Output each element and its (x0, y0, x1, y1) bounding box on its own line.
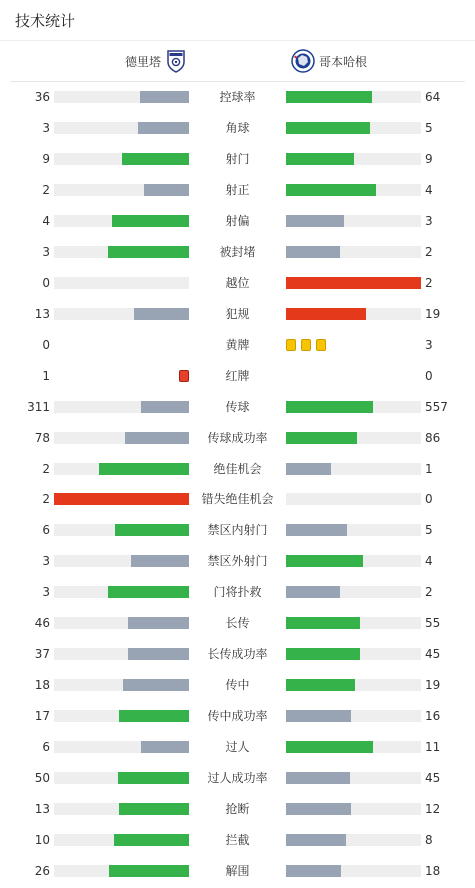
home-stat-bar (54, 679, 189, 691)
stat-home-value: 9 (42, 151, 50, 166)
stat-away-value: 45 (425, 647, 441, 662)
away-stat-bar-fill (286, 401, 373, 413)
stat-row (0, 794, 475, 825)
away-stat-bar-fill (286, 91, 372, 103)
away-team-crest-icon (291, 49, 315, 73)
stat-home-value: 2 (42, 461, 50, 476)
home-stat-bar (54, 803, 189, 815)
home-stat-bar (54, 463, 189, 475)
away-yellow-card-icon (301, 339, 311, 351)
away-stat-bar-fill (286, 432, 357, 444)
away-stat-bar (286, 463, 421, 475)
away-stat-bar-fill (286, 246, 340, 258)
stat-label: 控球率 (219, 90, 256, 104)
stat-label: 传球成功率 (207, 430, 268, 445)
away-stat-bar (286, 153, 421, 165)
stat-away-value: 18 (425, 864, 441, 878)
stat-home-value: 36 (34, 90, 50, 104)
page-title: 技术统计 (15, 12, 76, 30)
stat-row (0, 763, 475, 794)
home-stat-bar (54, 710, 189, 722)
home-stat-bar-fill (122, 153, 190, 165)
stat-row (0, 577, 475, 608)
stat-away-value: 4 (425, 182, 433, 197)
home-stat-bar-fill (131, 555, 189, 567)
stat-row (0, 237, 475, 268)
away-stat-bar (286, 524, 421, 536)
away-stat-bar-fill (286, 308, 366, 320)
home-stat-bar-fill (125, 432, 189, 444)
stat-home-value: 13 (34, 802, 50, 817)
stat-home-value: 17 (34, 709, 50, 724)
stat-row (0, 299, 475, 330)
stat-home-value: 6 (42, 523, 50, 538)
stat-home-value: 2 (42, 182, 50, 197)
away-stat-bar (286, 122, 421, 134)
away-stat-bar (286, 555, 421, 567)
away-stat-bar (286, 432, 421, 444)
stat-home-value: 2 (42, 492, 50, 507)
away-stat-bar-fill (286, 865, 341, 877)
stat-row (0, 144, 475, 175)
stat-row (0, 82, 475, 113)
away-stat-bar (286, 710, 421, 722)
away-stat-bar-fill (286, 215, 344, 227)
stat-home-value: 3 (42, 585, 50, 600)
away-stat-bar (286, 215, 421, 227)
stat-away-value: 0 (425, 368, 433, 383)
stat-away-value: 86 (425, 430, 441, 445)
stat-label: 长传 (225, 616, 250, 631)
stat-label: 门将扑救 (213, 585, 262, 600)
home-stat-bar-fill (108, 246, 189, 258)
stat-home-value: 18 (34, 678, 50, 693)
away-stat-bar-fill (286, 184, 376, 196)
stat-home-value: 50 (34, 771, 50, 786)
stat-away-value: 8 (425, 833, 433, 848)
away-stat-bar-fill (286, 834, 346, 846)
stat-label: 角球 (225, 120, 250, 135)
stat-row (0, 701, 475, 732)
away-stat-bar (286, 803, 421, 815)
stat-row (0, 856, 475, 887)
home-team-crest-icon (167, 49, 185, 73)
home-stat-bar-fill (128, 648, 189, 660)
away-stat-bar-fill (286, 524, 347, 536)
stat-label: 射偏 (225, 213, 250, 228)
stat-home-value: 78 (34, 430, 50, 445)
stat-label: 传球 (225, 399, 250, 414)
stat-away-value: 1 (425, 461, 433, 476)
stat-row (0, 423, 475, 454)
home-stat-bar-fill (109, 865, 189, 877)
home-stat-bar-fill (128, 617, 189, 629)
stat-label: 过人成功率 (207, 771, 268, 786)
home-stat-bar-fill (123, 679, 189, 691)
away-yellow-card-icon (286, 339, 296, 351)
home-stat-bar (54, 524, 189, 536)
stat-row (0, 608, 475, 639)
stat-label: 犯规 (225, 306, 250, 321)
stat-row (0, 454, 475, 485)
stat-label: 过人 (225, 740, 250, 755)
away-stat-bar (286, 586, 421, 598)
home-stat-bar-fill (134, 308, 189, 320)
away-stat-bar-fill (286, 555, 363, 567)
stat-row (0, 206, 475, 237)
stat-row (0, 392, 475, 423)
stat-label: 传中成功率 (207, 709, 268, 724)
stat-label: 禁区内射门 (207, 523, 268, 538)
stat-row (0, 732, 475, 763)
home-stat-bar-fill (54, 493, 189, 505)
away-stat-bar (286, 493, 421, 505)
stat-away-value: 19 (425, 678, 441, 693)
away-stat-bar-fill (286, 153, 354, 165)
away-stat-bar-fill (286, 463, 331, 475)
stat-row (0, 361, 475, 392)
stat-label: 长传成功率 (207, 647, 268, 662)
home-stat-bar (54, 617, 189, 629)
stat-label: 黄牌 (225, 337, 250, 352)
stat-row (0, 113, 475, 144)
stat-home-value: 10 (34, 833, 50, 848)
stat-label: 抢断 (225, 802, 250, 817)
stat-home-value: 1 (42, 368, 50, 383)
home-stat-bar-fill (118, 772, 189, 784)
home-stat-bar-fill (141, 741, 189, 753)
stat-row (0, 546, 475, 577)
stat-label: 拦截 (225, 833, 250, 848)
home-stat-bar-fill (115, 524, 189, 536)
stat-home-value: 3 (42, 554, 50, 569)
away-team[interactable] (291, 49, 367, 73)
stat-away-value: 16 (425, 709, 441, 724)
stat-home-value: 311 (27, 399, 50, 414)
stat-label: 被封堵 (219, 244, 256, 259)
away-stat-bar-fill (286, 277, 421, 289)
away-stat-bar (286, 865, 421, 877)
home-stat-bar (54, 772, 189, 784)
stat-away-value: 557 (425, 399, 448, 414)
home-stat-bar (54, 401, 189, 413)
home-stat-bar (54, 493, 189, 505)
away-stat-bar-fill (286, 679, 355, 691)
home-stat-bar-fill (144, 184, 189, 196)
stat-row (0, 175, 475, 206)
stat-away-value: 4 (425, 554, 433, 569)
stat-home-value: 13 (34, 306, 50, 321)
stat-label: 射正 (225, 182, 250, 197)
stat-away-value: 5 (425, 120, 433, 135)
away-stat-bar-fill (286, 741, 373, 753)
stat-away-value: 55 (425, 616, 441, 631)
home-stat-bar (54, 432, 189, 444)
away-stat-bar-fill (286, 617, 360, 629)
home-stat-bar-fill (138, 122, 189, 134)
stat-label: 绝佳机会 (213, 461, 262, 476)
stat-row (0, 484, 475, 515)
home-stat-bar (54, 246, 189, 258)
stat-away-value: 2 (425, 244, 433, 259)
stat-row (0, 330, 475, 361)
home-stat-bar (54, 865, 189, 877)
away-team-name: 哥本哈根 (319, 54, 368, 69)
home-stat-bar (54, 91, 189, 103)
stat-home-value: 6 (42, 740, 50, 755)
stat-row (0, 670, 475, 701)
away-stat-bar (286, 648, 421, 660)
home-stat-bar (54, 184, 189, 196)
stat-home-value: 26 (34, 864, 50, 878)
away-stat-bar (286, 741, 421, 753)
stat-away-value: 64 (425, 90, 441, 104)
away-stat-bar-fill (286, 710, 351, 722)
stat-home-value: 37 (34, 647, 50, 662)
home-stat-bar (54, 741, 189, 753)
home-team-name: 德里塔 (125, 54, 162, 69)
home-stat-bar-fill (108, 586, 189, 598)
home-stat-bar-fill (112, 215, 189, 227)
stat-home-value: 46 (34, 616, 50, 631)
stat-label: 红牌 (225, 368, 250, 383)
stat-home-value: 0 (42, 337, 50, 352)
stat-away-value: 9 (425, 151, 433, 166)
stat-away-value: 2 (425, 275, 433, 290)
stat-away-value: 3 (425, 213, 433, 228)
stat-label: 解围 (225, 864, 250, 878)
away-stat-bar (286, 184, 421, 196)
home-stat-bar (54, 122, 189, 134)
away-stat-bar-fill (286, 648, 360, 660)
stat-home-value: 3 (42, 120, 50, 135)
stat-home-value: 0 (42, 275, 50, 290)
home-stat-bar (54, 834, 189, 846)
home-stat-bar (54, 308, 189, 320)
stat-away-value: 12 (425, 802, 441, 817)
away-stat-bar-fill (286, 586, 340, 598)
teams-row (10, 41, 465, 82)
away-stat-bar (286, 834, 421, 846)
stat-label: 射门 (225, 151, 250, 166)
home-stat-bar (54, 648, 189, 660)
home-stat-bar-fill (99, 463, 189, 475)
stat-home-value: 4 (42, 213, 50, 228)
stat-label: 越位 (225, 275, 250, 290)
away-stat-bar-fill (286, 122, 370, 134)
home-stat-bar-fill (119, 803, 189, 815)
stats-header (0, 0, 475, 41)
home-stat-bar (54, 277, 189, 289)
away-stat-bar (286, 617, 421, 629)
stat-away-value: 11 (425, 740, 441, 755)
home-stat-bar (54, 555, 189, 567)
away-yellow-card-icon (316, 339, 326, 351)
away-stat-bar-fill (286, 772, 350, 784)
home-stat-bar-fill (140, 91, 189, 103)
stat-home-value: 3 (42, 244, 50, 259)
away-stat-bar-fill (286, 803, 351, 815)
away-stat-bar (286, 401, 421, 413)
stat-away-value: 3 (425, 337, 433, 352)
stat-away-value: 0 (425, 492, 433, 507)
stat-row (0, 515, 475, 546)
stat-row (0, 639, 475, 670)
stat-away-value: 5 (425, 523, 433, 538)
away-stat-bar (286, 308, 421, 320)
home-team[interactable] (125, 49, 185, 73)
home-stat-bar (54, 586, 189, 598)
away-stat-bar (286, 772, 421, 784)
stat-label: 传中 (225, 678, 250, 693)
home-stat-bar (54, 153, 189, 165)
away-stat-bar (286, 246, 421, 258)
home-stat-bar (54, 215, 189, 227)
home-stat-bar-fill (141, 401, 189, 413)
away-stat-bar (286, 91, 421, 103)
away-stat-bar (286, 679, 421, 691)
stat-label: 错失绝佳机会 (201, 492, 274, 507)
stat-row (0, 825, 475, 856)
stat-away-value: 45 (425, 771, 441, 786)
stat-row (0, 268, 475, 299)
stat-label: 禁区外射门 (207, 554, 268, 569)
home-stat-bar-fill (114, 834, 189, 846)
home-stat-bar-fill (119, 710, 189, 722)
away-stat-bar (286, 277, 421, 289)
stat-away-value: 2 (425, 585, 433, 600)
stat-away-value: 19 (425, 306, 441, 321)
home-red-card-icon (179, 370, 189, 382)
